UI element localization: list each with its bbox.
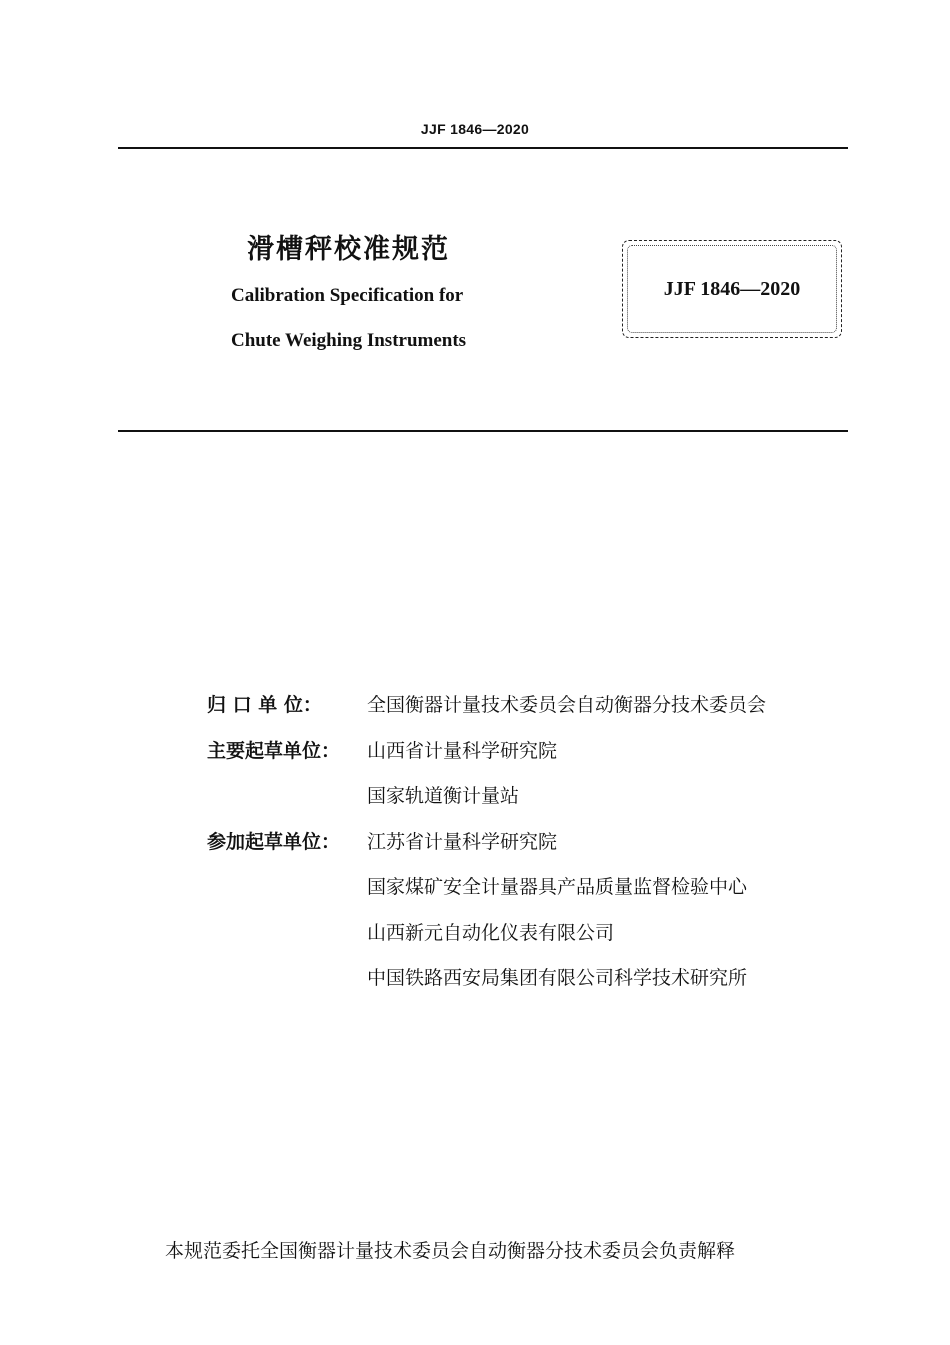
standard-code-box <box>622 240 842 338</box>
organizations-section <box>207 690 766 1009</box>
org-row-participating <box>207 827 766 873</box>
responsible-unit-value: 全国衡器计量技术委员会自动衡器分技术委员会 <box>367 694 767 716</box>
org-row-responsible <box>207 690 766 736</box>
org-row-participating-2 <box>207 872 766 918</box>
main-drafting-value-2: 国家轨道衡计量站 <box>367 785 520 807</box>
main-drafting-value-1: 山西省计量科学研究院 <box>367 739 558 762</box>
participating-value-1: 江苏省计量科学研究院 <box>367 830 558 853</box>
participating-value-2: 国家煤矿安全计量器具产品质量监督检验中心 <box>367 876 748 898</box>
responsible-unit-label: 归 口 单 位： <box>207 694 322 716</box>
document-title-english-line1: Calibration Specification for <box>231 285 464 306</box>
participating-value-3: 山西新元自动化仪表有限公司 <box>367 921 615 944</box>
org-row-main-drafting <box>207 736 766 782</box>
org-row-main-drafting-2 <box>207 781 766 827</box>
top-divider <box>118 147 848 149</box>
participating-value-4: 中国铁路西安局集团有限公司科学技术研究所 <box>367 967 748 989</box>
document-title-chinese: 滑槽秤校准规范 <box>247 234 450 265</box>
document-title-english-line2: Chute Weighing Instruments <box>231 330 467 351</box>
bottom-divider <box>118 430 848 432</box>
standard-code-box-text: JJF 1846—2020 <box>663 277 801 300</box>
participating-label: 参加起草单位： <box>207 830 341 853</box>
header-standard-code: JJF 1846—2020 <box>420 121 530 137</box>
interpretation-note: 本规范委托全国衡器计量技术委员会自动衡器分技术委员会负责解释 <box>165 1240 736 1262</box>
main-drafting-label: 主要起草单位： <box>207 739 341 762</box>
org-row-participating-3 <box>207 918 766 964</box>
org-row-participating-4 <box>207 963 766 1009</box>
